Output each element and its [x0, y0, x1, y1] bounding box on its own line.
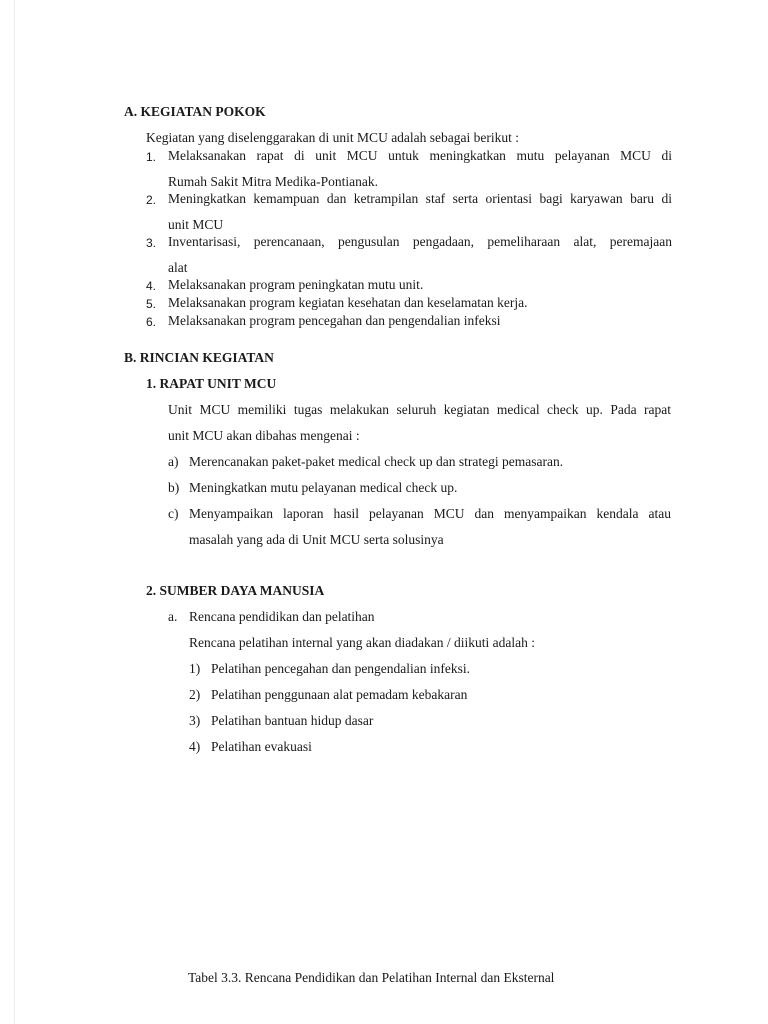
- list-item-number: 1.: [146, 150, 157, 164]
- training-item: Pelatihan bantuan hidup dasar: [211, 713, 374, 728]
- list-item: Melaksanakan program pencegahan dan pengendalian infeksi: [168, 313, 501, 328]
- table-caption: Tabel 3.3. Rencana Pendidikan dan Pelatihan Internal dan Eksternal: [188, 970, 555, 985]
- sublist-intro: Rencana pelatihan internal yang akan diadakan / diikuti adalah :: [189, 635, 535, 650]
- subsection-1-paragraph-continuation: unit MCU akan dibahas mengenai :: [168, 428, 360, 443]
- list-item-number: 6.: [146, 315, 157, 329]
- subsection-2-heading: 2. SUMBER DAYA MANUSIA: [146, 583, 325, 598]
- list-item: Meningkatkan kemampuan dan ketrampilan staf serta orientasi bagi karyawan baru di: [168, 191, 672, 206]
- training-item-number: 3): [189, 713, 201, 728]
- list-item: Menyampaikan laporan hasil pelayanan MCU dan menyampaikan kendala atau: [189, 506, 671, 521]
- list-item: Melaksanakan rapat di unit MCU untuk meningkatkan mutu pelayanan MCU di: [168, 148, 672, 163]
- training-item-number: 2): [189, 687, 201, 702]
- list-item-number: 4.: [146, 279, 157, 293]
- list-item-number: 5.: [146, 297, 157, 311]
- sublist-title: Rencana pendidikan dan pelatihan: [189, 609, 375, 624]
- section-a-intro: Kegiatan yang diselenggarakan di unit MCU adalah sebagai berikut :: [146, 130, 520, 145]
- training-item: Pelatihan penggunaan alat pemadam kebakaran: [211, 687, 468, 702]
- subsection-1-paragraph: Unit MCU memiliki tugas melakukan seluruh kegiatan medical check up. Pada rapat: [168, 402, 671, 417]
- list-item-letter: c): [168, 506, 179, 521]
- list-item: Merencanakan paket-paket medical check up dan strategi pemasaran.: [189, 454, 564, 469]
- section-a-heading: A. KEGIATAN POKOK: [124, 104, 266, 119]
- training-item-number: 4): [189, 739, 201, 754]
- list-item-number: 2.: [146, 193, 157, 207]
- list-item-continuation: masalah yang ada di Unit MCU serta solusinya: [189, 532, 444, 547]
- training-item-number: 1): [189, 661, 201, 676]
- list-item-letter: b): [168, 480, 180, 495]
- list-item: Inventarisasi, perencanaan, pengusulan pengadaan, pemeliharaan alat, peremajaan: [168, 234, 672, 249]
- list-item: Melaksanakan program kegiatan kesehatan dan keselamatan kerja.: [168, 295, 528, 310]
- training-item: Pelatihan evakuasi: [211, 739, 312, 754]
- list-item-continuation: unit MCU: [168, 217, 224, 232]
- list-item-continuation: alat: [168, 260, 188, 275]
- sublist-letter: a.: [168, 609, 178, 624]
- subsection-1-heading: 1. RAPAT UNIT MCU: [146, 376, 277, 391]
- page-edge: [14, 0, 15, 1024]
- list-item-continuation: Rumah Sakit Mitra Medika-Pontianak.: [168, 174, 378, 189]
- list-item-letter: a): [168, 454, 179, 469]
- training-item: Pelatihan pencegahan dan pengendalian infeksi.: [211, 661, 471, 676]
- list-item: Melaksanakan program peningkatan mutu unit.: [168, 277, 424, 292]
- list-item-number: 3.: [146, 236, 157, 250]
- section-b-heading: B. RINCIAN KEGIATAN: [124, 350, 274, 365]
- list-item: Meningkatkan mutu pelayanan medical check up.: [189, 480, 458, 495]
